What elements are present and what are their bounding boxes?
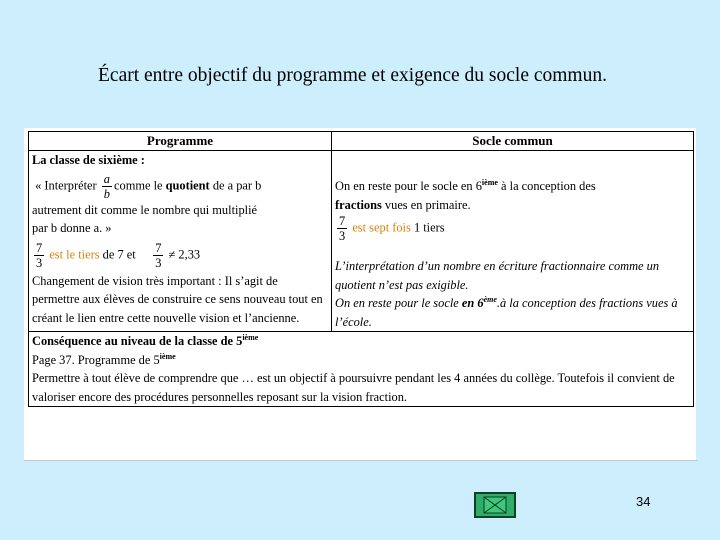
quote-open: « Interpréter bbox=[35, 177, 97, 192]
frac-num: 7 bbox=[36, 240, 43, 255]
italic-2a: On en reste pour le socle bbox=[335, 296, 459, 310]
italic-2c: .à la conception des fractions vues à l’école. bbox=[335, 296, 678, 329]
fractions-word: fractions bbox=[335, 197, 382, 212]
socle-text-a: On en reste pour le socle en 6 bbox=[335, 179, 482, 193]
heading-sup: ième bbox=[242, 332, 259, 342]
return-button[interactable] bbox=[474, 492, 516, 518]
not-equal-value: ≠ 2,33 bbox=[168, 246, 201, 261]
sup-ieme: ième bbox=[481, 177, 498, 187]
comparison-table bbox=[28, 131, 694, 407]
fraction-a-b bbox=[102, 172, 112, 201]
frac-den: 3 bbox=[36, 255, 43, 270]
header-programme: Programme bbox=[29, 132, 332, 151]
section-sixieme: La classe de sixième : bbox=[32, 153, 145, 167]
interpret-line bbox=[32, 172, 328, 201]
slide-title: Écart entre objectif du programme et exigence du socle commun. bbox=[98, 65, 607, 86]
frac-den: 3 bbox=[339, 229, 346, 243]
est-le-tiers: est le tiers bbox=[49, 246, 100, 261]
de-7-et: de 7 et bbox=[102, 246, 136, 261]
consequence-heading bbox=[32, 332, 690, 351]
consequence-cell bbox=[29, 332, 694, 407]
frac-num: 7 bbox=[339, 214, 346, 228]
de-a-par-b: de a par b bbox=[212, 177, 262, 192]
page-ref-text: Page 37. Programme de 5 bbox=[32, 352, 160, 367]
line-par-b: par b donne a. » bbox=[32, 221, 112, 235]
bottom-row bbox=[29, 332, 694, 407]
frac-num: a bbox=[103, 171, 110, 186]
fraction-7-3 bbox=[34, 241, 44, 270]
return-arrow-icon bbox=[476, 494, 514, 516]
frac-den: 3 bbox=[155, 255, 162, 270]
italic-2b: en 6 bbox=[461, 296, 484, 310]
page-ref-sup: ième bbox=[159, 351, 176, 361]
header-row bbox=[29, 132, 694, 151]
sheet-edge bbox=[24, 456, 698, 461]
programme-cell bbox=[29, 151, 332, 332]
frac-num: 7 bbox=[155, 240, 162, 255]
heading-text: Conséquence au niveau de la classe de 5 bbox=[32, 334, 243, 348]
comme-le: comme le bbox=[114, 177, 163, 192]
change-text: Changement de vision très important : Il s’agit de permettre aux élèves de construire ce sens nouveau tout en créant le lien entre cette nouvelle vision et l’ancienne. bbox=[32, 273, 323, 325]
socle-line1 bbox=[335, 177, 690, 196]
un-tiers: 1 tiers bbox=[413, 220, 445, 235]
sept-fois: est sept fois bbox=[352, 220, 411, 235]
socle-italic-1: L’interprétation d’un nombre en écriture fractionnaire comme un quotient n’est pas exigible. bbox=[335, 259, 660, 292]
page-reference bbox=[32, 351, 690, 370]
socle-italic-2 bbox=[335, 294, 690, 331]
sept-fois-line bbox=[335, 214, 690, 243]
quotient-word: quotient bbox=[165, 177, 210, 192]
socle-line2 bbox=[335, 196, 690, 215]
header-socle: Socle commun bbox=[332, 132, 694, 151]
fraction-7-3-b bbox=[153, 241, 163, 270]
page-number: 34 bbox=[636, 494, 651, 509]
line-autrement: autrement dit comme le nombre qui multiplié bbox=[32, 202, 258, 217]
consequence-body: Permettre à tout élève de comprendre que … est un objectif à poursuivre pendant les 4 années du collège. Toutefois il convient de valoriser encore des procédures personnelles reposant sur la vision fraction. bbox=[32, 371, 675, 404]
fraction-7-3-socle bbox=[337, 214, 347, 243]
socle-text-b: à la conception des bbox=[501, 179, 596, 193]
content-row bbox=[29, 151, 694, 332]
socle-cell bbox=[332, 151, 694, 332]
frac-den: b bbox=[103, 186, 110, 201]
tiers-line bbox=[32, 241, 328, 270]
sup-eme: ème bbox=[483, 294, 497, 304]
vues-text: vues en primaire. bbox=[384, 197, 471, 212]
